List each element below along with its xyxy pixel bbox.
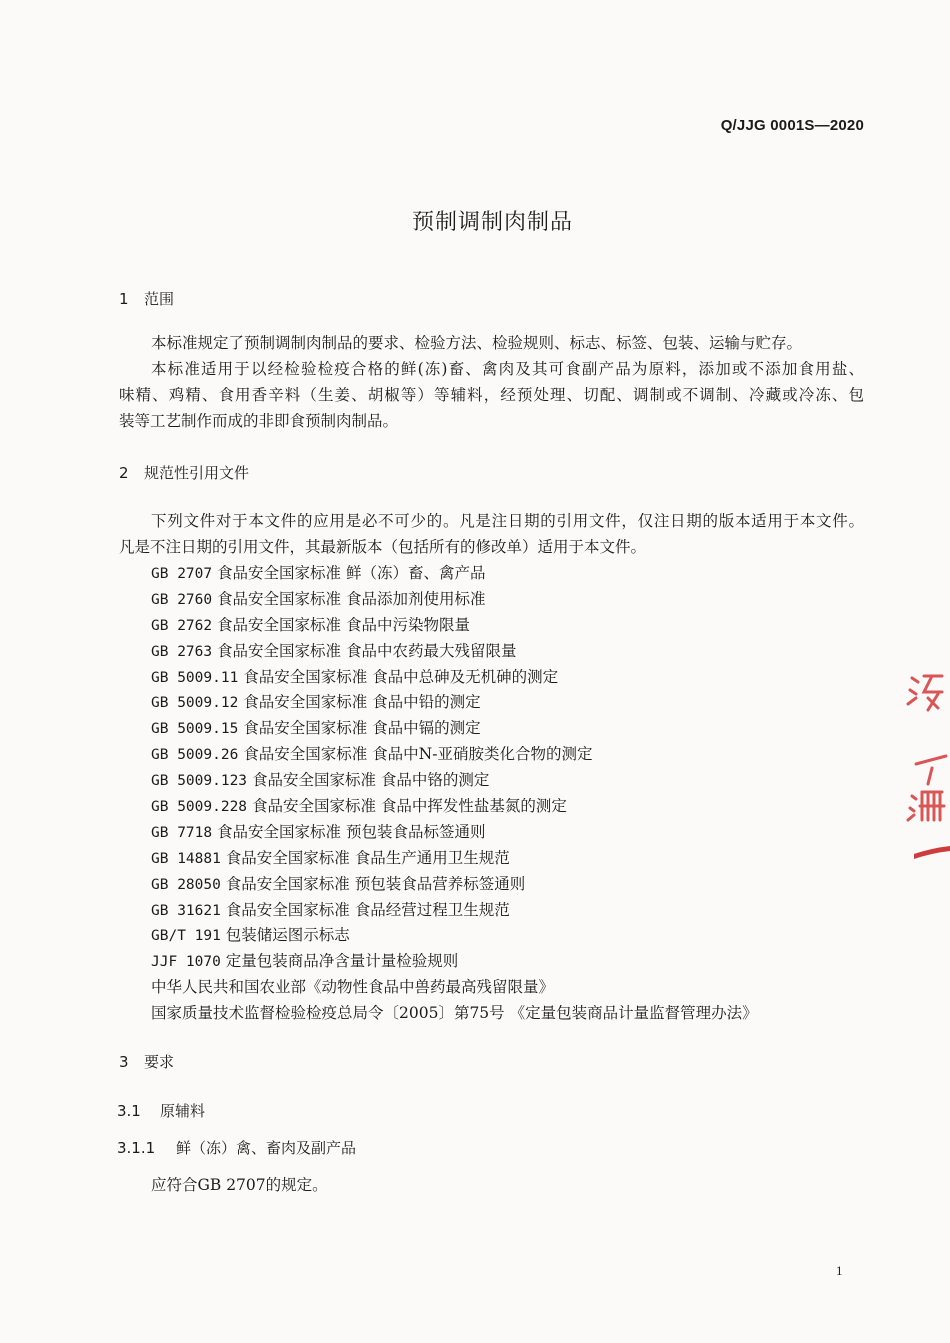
reference-text: 国家质量技术监督检验检疫总局令〔2005〕第75号 《定量包装商品计量监督管理办法》 xyxy=(151,1004,758,1023)
reference-item xyxy=(151,923,758,949)
reference-item xyxy=(151,846,758,872)
requirement-3-1-1-text: 应符合GB 2707的规定。 xyxy=(151,1176,328,1194)
reference-code: GB 28050 xyxy=(151,876,221,893)
reference-item xyxy=(151,1001,758,1027)
references-intro-line1: 下列文件对于本文件的应用是必不可少的。凡是注日期的引用文件，仅注日期的版本适用于本文件。 xyxy=(151,512,864,530)
reference-item xyxy=(151,975,758,1001)
reference-item xyxy=(151,898,758,924)
reference-code: GB 2760 xyxy=(151,591,213,608)
reference-code: GB 5009.11 xyxy=(151,669,239,686)
reference-item xyxy=(151,587,758,613)
reference-code: GB 5009.123 xyxy=(151,773,248,790)
section-title: 鲜（冻）禽、畜肉及副产品 xyxy=(176,1139,357,1157)
page-number: 1 xyxy=(836,1263,843,1278)
section-number: 1 xyxy=(119,290,129,308)
reference-text: 食品安全国家标准 食品经营过程卫生规范 xyxy=(225,900,510,919)
reference-item xyxy=(151,690,758,716)
scope-p2-line3: 装等工艺制作而成的非即食预制肉制品。 xyxy=(119,412,399,430)
scope-p2-line1: 本标准适用于以经检验检疫合格的鲜(冻)畜、禽肉及其可食副产品为原料，添加或不添加食用盐、 xyxy=(151,360,864,378)
standard-code: Q/JJG 0001S—2020 xyxy=(720,117,864,134)
reference-code: GB 5009.15 xyxy=(151,721,239,738)
red-seal-stamp xyxy=(898,668,950,868)
reference-code: GB 5009.12 xyxy=(151,695,239,712)
reference-code: GB 14881 xyxy=(151,850,221,867)
section-3-1-1-heading xyxy=(117,1137,356,1158)
reference-text: 食品安全国家标准 鲜（冻）畜、禽产品 xyxy=(217,564,486,582)
reference-item xyxy=(151,949,758,975)
section-number: 3 xyxy=(119,1053,129,1071)
reference-code: GB 2762 xyxy=(151,617,213,634)
reference-text: 食品安全国家标准 预包装食品标签通则 xyxy=(217,822,486,841)
reference-text: 食品安全国家标准 预包装食品营养标签通则 xyxy=(225,874,526,893)
reference-text: 食品安全国家标准 食品中铅的测定 xyxy=(243,693,481,712)
document-title: 预制调制肉制品 xyxy=(411,210,573,235)
reference-text: 食品安全国家标准 食品中总砷及无机砷的测定 xyxy=(243,667,559,686)
reference-code: GB 31621 xyxy=(151,902,221,919)
section-title: 范围 xyxy=(144,290,175,308)
reference-code: GB 7718 xyxy=(151,824,213,841)
reference-text: 包装储运图示标志 xyxy=(225,926,350,945)
reference-code: GB 5009.228 xyxy=(151,799,248,816)
reference-item xyxy=(151,768,758,794)
reference-code: GB/T 191 xyxy=(151,928,221,945)
section-1-heading xyxy=(119,288,174,309)
section-number: 3.1.1 xyxy=(117,1139,156,1157)
reference-text: 食品安全国家标准 食品中镉的测定 xyxy=(243,719,481,738)
reference-text: 食品安全国家标准 食品生产通用卫生规范 xyxy=(225,848,510,867)
reference-item xyxy=(151,561,758,587)
scope-p1: 本标准规定了预制调制肉制品的要求、检验方法、检验规则、标志、标签、包装、运输与贮存。 xyxy=(151,334,803,352)
section-2-heading xyxy=(119,462,249,483)
reference-text: 食品安全国家标准 食品中污染物限量 xyxy=(217,615,470,634)
section-number: 2 xyxy=(119,464,129,482)
reference-text: 中华人民共和国农业部《动物性食品中兽药最高残留限量》 xyxy=(151,978,555,997)
section-3-heading xyxy=(119,1051,174,1072)
section-title: 要求 xyxy=(144,1053,175,1071)
reference-item xyxy=(151,716,758,742)
reference-item xyxy=(151,639,758,665)
reference-list xyxy=(151,561,758,1027)
reference-code: GB 2763 xyxy=(151,643,213,660)
section-title: 规范性引用文件 xyxy=(144,464,250,482)
reference-item xyxy=(151,820,758,846)
reference-text: 食品安全国家标准 食品添加剂使用标准 xyxy=(217,589,486,608)
reference-item xyxy=(151,613,758,639)
reference-item xyxy=(151,742,758,768)
reference-item xyxy=(151,872,758,898)
section-number: 3.1 xyxy=(117,1102,141,1120)
reference-code: GB 5009.26 xyxy=(151,747,239,764)
reference-code: JJF 1070 xyxy=(151,954,221,971)
scope-paragraph xyxy=(119,330,864,434)
reference-text: 食品安全国家标准 食品中N-亚硝胺类化合物的测定 xyxy=(243,745,593,764)
references-intro-line2: 凡是不注日期的引用文件，其最新版本（包括所有的修改单）适用于本文件。 xyxy=(119,538,647,556)
reference-text: 定量包装商品净含量计量检验规则 xyxy=(225,952,459,971)
section-title: 原辅料 xyxy=(160,1102,206,1120)
reference-text: 食品安全国家标准 食品中铬的测定 xyxy=(251,771,490,790)
section-3-1-heading xyxy=(117,1100,205,1121)
scope-p2-line2: 味精、鸡精、食用香辛料（生姜、胡椒等）等辅料，经预处理、切配、调制或不调制、冷藏或冷冻、包 xyxy=(119,386,864,404)
reference-text: 食品安全国家标准 食品中农药最大残留限量 xyxy=(217,641,517,660)
reference-item xyxy=(151,794,758,820)
references-intro xyxy=(119,508,864,560)
reference-text: 食品安全国家标准 食品中挥发性盐基氮的测定 xyxy=(251,797,567,816)
reference-code: GB 2707 xyxy=(151,566,213,582)
reference-item xyxy=(151,665,758,691)
